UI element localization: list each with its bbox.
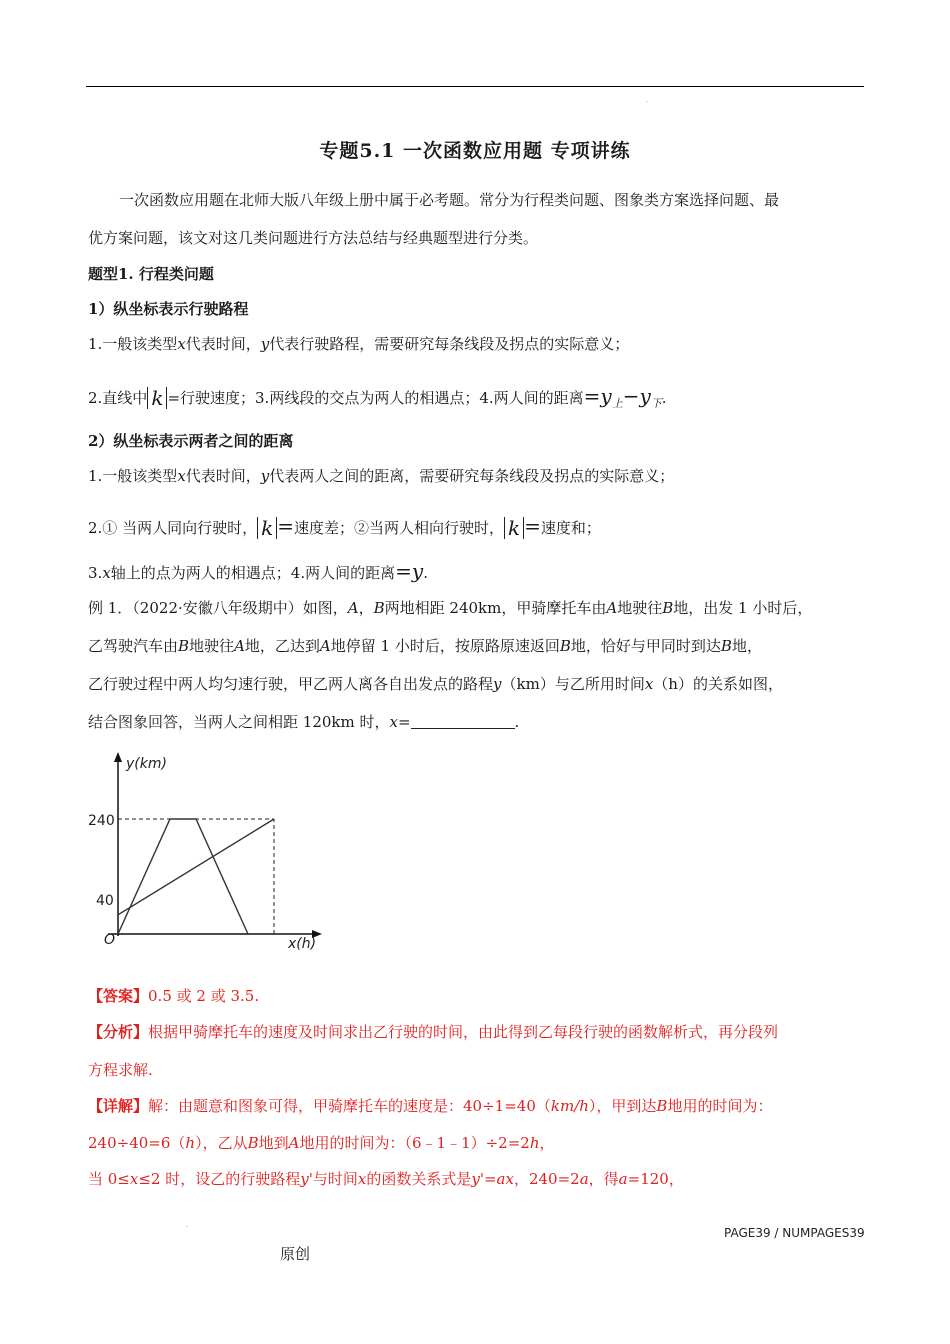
- detail-line-1: 【详解】解：由题意和图象可得，甲骑摩托车的速度是：40÷1=40（km/h），甲到达B地用的时间为：: [88, 1097, 773, 1115]
- ytick-240: 240: [88, 813, 115, 829]
- example-line-2: 乙驾驶汽车由B地驶往A地，乙达到A地停留 1 小时后，按原路原速返回B地，恰好与甲同时到达B地，: [88, 637, 762, 655]
- intro-line-1: 一次函数应用题在北师大版八年级上册中属于必考题。常分为行程类问题、图象类方案选择问题、最: [119, 191, 780, 209]
- example-line-1: 例 1．（2022·安徽八年级期中）如图，A，B两地相距 240km，甲骑摩托车由A地驶往B地，出发 1 小时后，: [88, 599, 813, 617]
- s1-point-2: 2.直线中 k =行驶速度；3.两线段的交点为两人的相遇点；4.两人间的距离$=y_上-y_下$.: [88, 384, 667, 410]
- analysis-line-2: 方程求解.: [88, 1061, 153, 1079]
- analysis-line-1: 【分析】根据甲骑摩托车的速度及时间求出乙行驶的时间，由此得到乙每段行驶的函数解析式，再分段列: [88, 1023, 779, 1041]
- example-line-3: 乙行驶过程中两人均匀速行驶，甲乙两人离各自出发点的路程y（km）与乙所用时间x（h）的关系如图，: [88, 675, 783, 693]
- footer-dot: .: [186, 1222, 188, 1229]
- y-axis-label: y(km): [126, 756, 167, 772]
- x-axis-label: x(h): [288, 936, 317, 952]
- sub2-heading: 2）纵坐标表示两者之间的距离: [88, 432, 294, 450]
- answer-blank: [411, 714, 515, 729]
- example-line-4: 结合图象回答，当两人之间相距 120km 时，x= .: [88, 713, 520, 731]
- detail-line-3: 当 0≤x≤2 时，设乙的行驶路程y'与时间x的函数关系式是y'=ax，240=2a，得a=120，: [88, 1170, 684, 1188]
- s2-point-2: 2.① 当两人同向行驶时， k =速度差；②当两人相向行驶时， k =速度和；: [88, 514, 601, 540]
- detail-line-2: 240÷40=6（h），乙从B地到A地用的时间为：（6﹣1﹣1）÷2=2h，: [88, 1134, 555, 1152]
- answer-line: 【答案】0.5 或 2 或 3.5.: [88, 987, 260, 1005]
- page-title: 专题5.1 一次函数应用题 专项讲练: [319, 140, 631, 162]
- origin-label: O: [104, 932, 116, 948]
- ytick-40: 40: [96, 893, 114, 909]
- series-line-0: [118, 819, 274, 915]
- header-dot: .: [646, 97, 648, 104]
- y-axis-arrow: [114, 752, 122, 762]
- s2-point-3: 3.x轴上的点为两人的相遇点；4.两人间的距离=y.: [88, 559, 428, 583]
- header-rule: [86, 86, 864, 87]
- type1-heading: 题型1. 行程类问题: [88, 265, 214, 283]
- abs-k: k: [147, 387, 167, 409]
- original-label: 原创: [280, 1245, 311, 1263]
- example-graph: [86, 748, 336, 958]
- s2-point-1: 1.一般该类型x代表时间，y代表两人之间的距离，需要研究每条线段及拐点的实际意义；: [88, 467, 675, 485]
- series-line-1: [118, 819, 248, 934]
- intro-line-2: 优方案问题，该文对这几类问题进行方法总结与经典题型进行分类。: [88, 229, 539, 247]
- sub1-heading: 1）纵坐标表示行驶路程: [88, 300, 249, 318]
- s1-point-1: 1.一般该类型x代表时间，y代表行驶路程，需要研究每条线段及拐点的实际意义；: [88, 335, 630, 353]
- page-footer: PAGE39 / NUMPAGES39: [724, 1226, 865, 1240]
